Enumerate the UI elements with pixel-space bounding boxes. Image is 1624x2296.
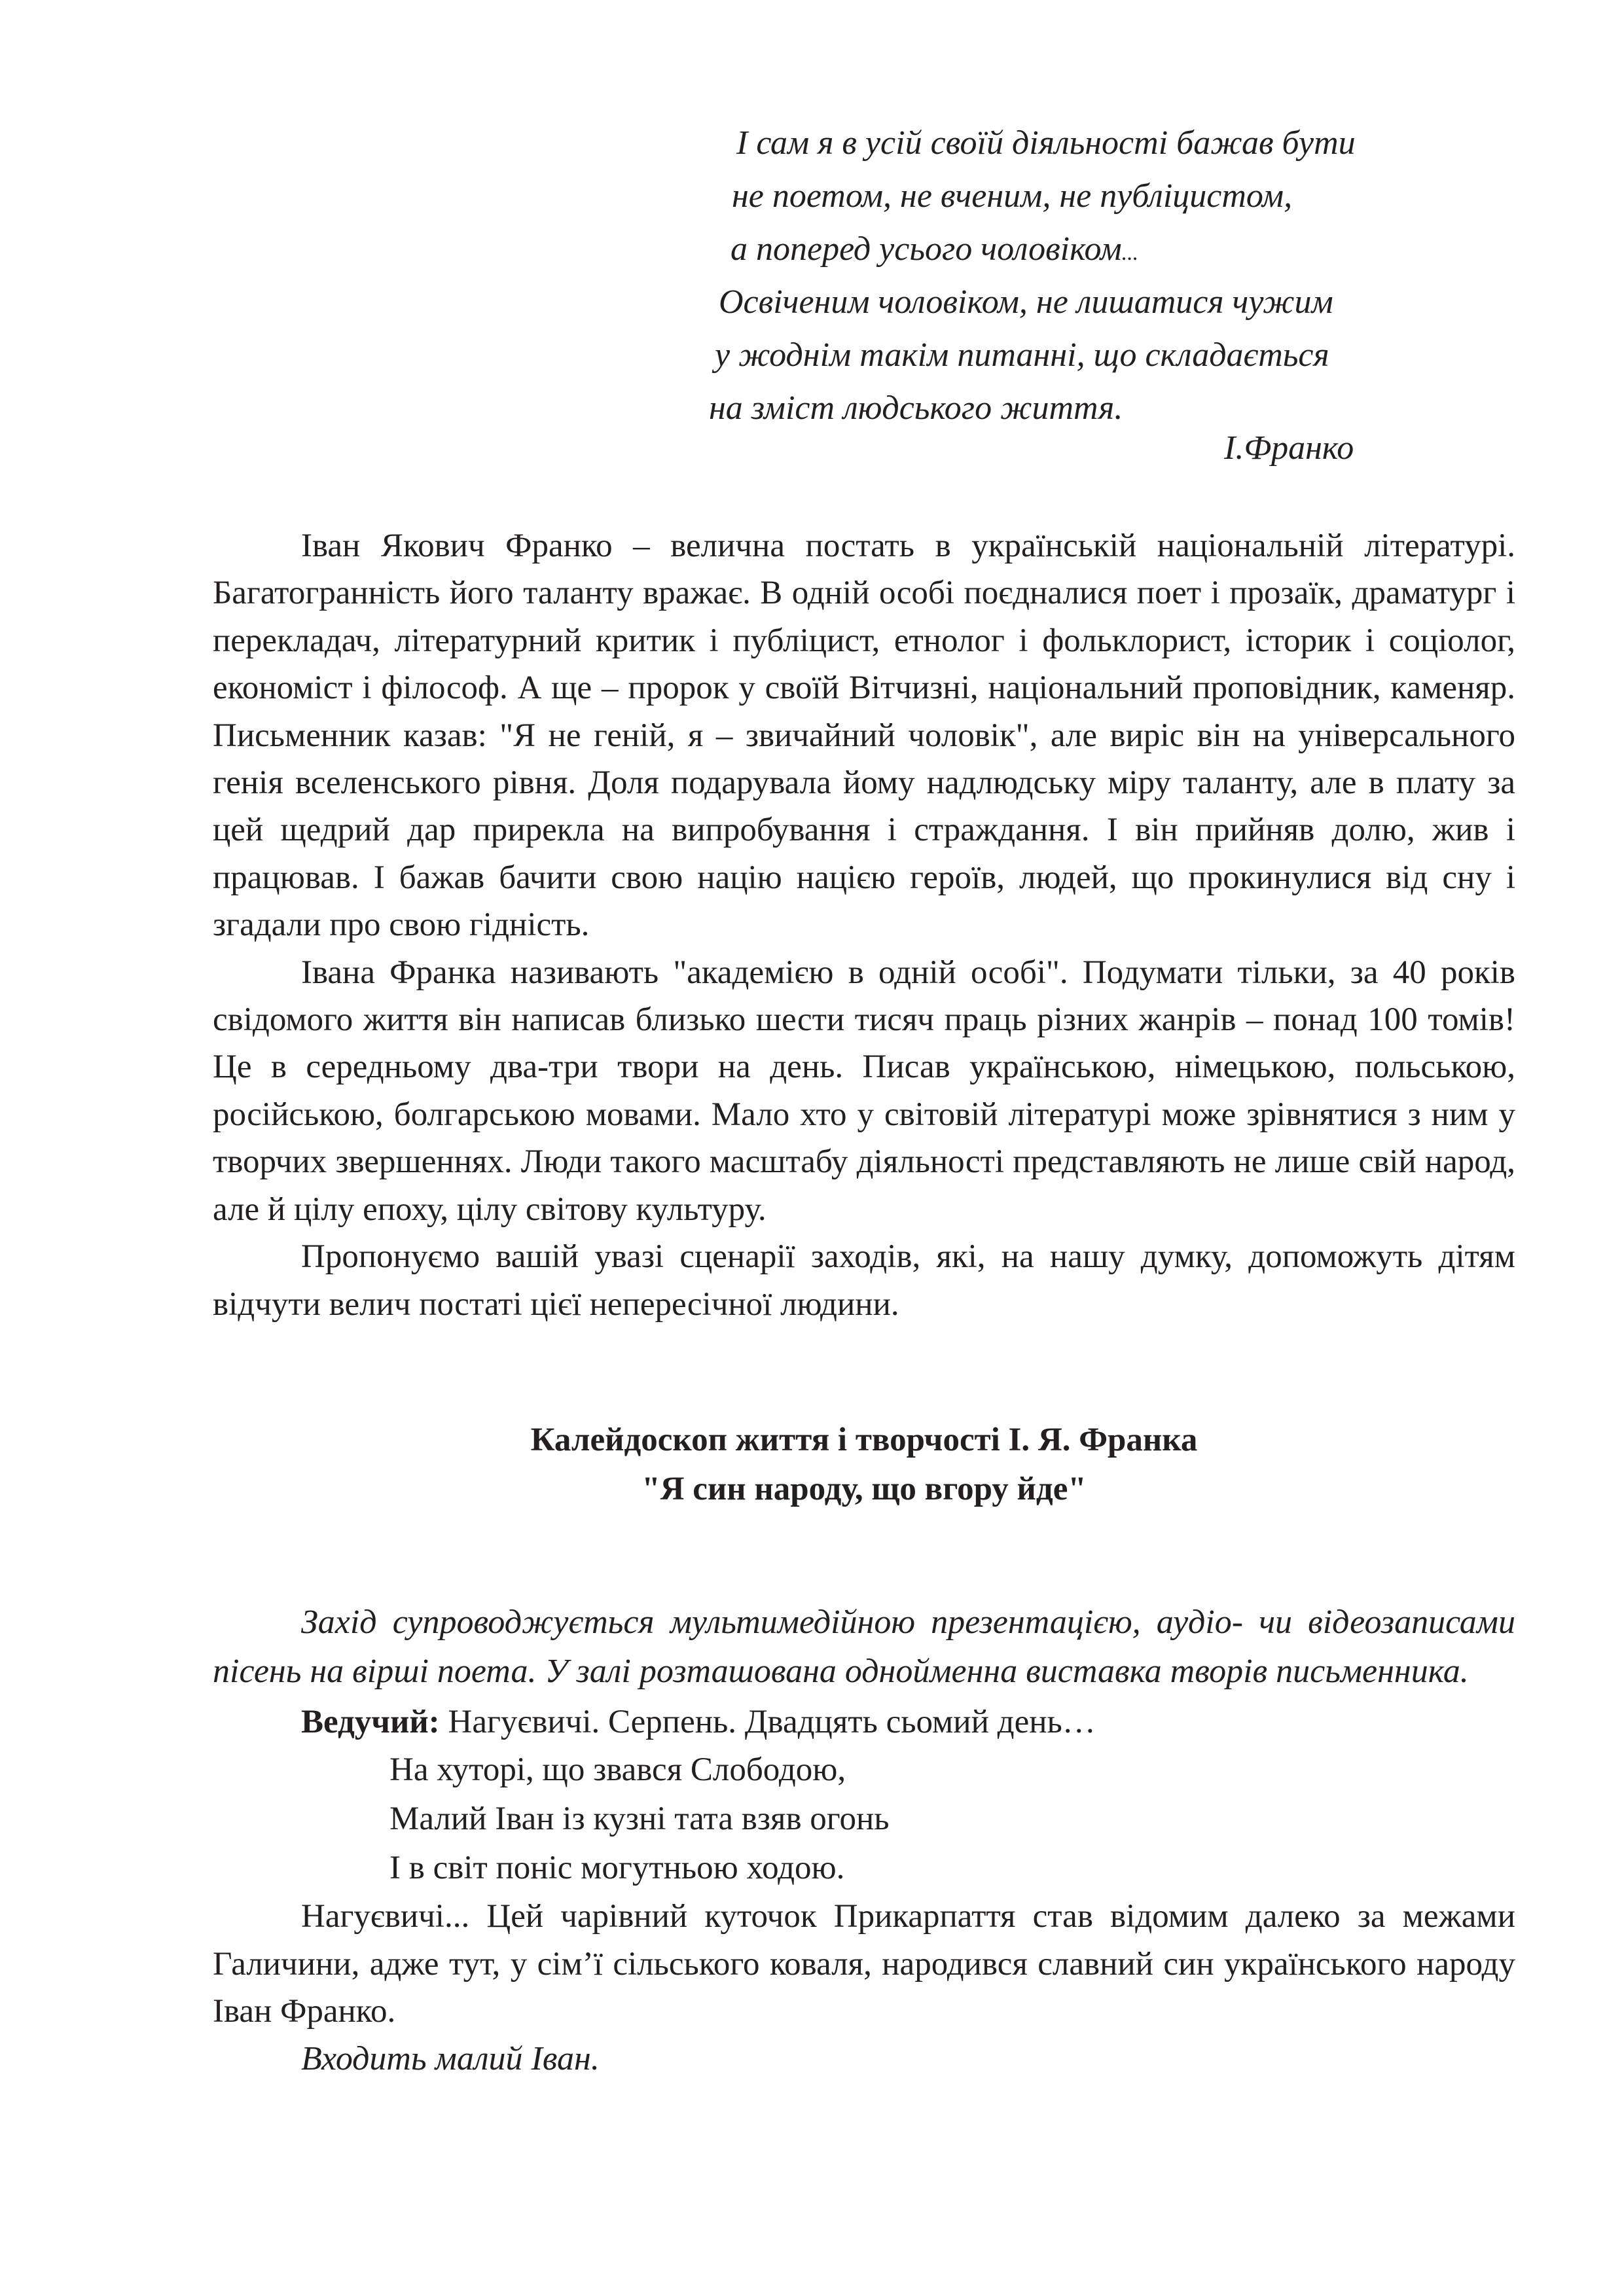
speaker-text: Нагуєвичі. Серпень. Двадцять сьомий день… [448, 1703, 1096, 1740]
epigraph-line-text: а поперед усього чоловіком [731, 230, 1122, 268]
intro-paragraph: Пропонуємо вашій увазі сценарії заходів, які, на нашу думку, допоможуть дітям відчути велич постаті цієї непересічної людини. [213, 1238, 1515, 1323]
epigraph-line: І сам я в усій своїй діяльності бажав бути [736, 124, 1356, 162]
intro-paragraph: Івана Франка називають "академією в одній особі". Подумати тільки, за 40 років свідомого життя він написав близько шести тисяч праць різних жанрів – понад 100 томів! Це в середньому два-три твори на день. Писав українською, німецькою, польською, російською, болгарською мовами. Мало хто у світовій літературі може зрівнятися з ним у творчих звершеннях. Люди такого масштабу діяльності представляють не лише свій народ, але й цілу епоху, цілу світову культуру. [213, 954, 1515, 1228]
narrative-paragraph: Нагуєвичі... Цей чарівний куточок Прикарпаття став відомим далеко за межами Галичини, адже тут, у сім’ї сільського коваля, народився славний син українського народу Іван Франко. [213, 1898, 1515, 2030]
epigraph-line: Освіченим чоловіком, не лишатися чужим [719, 283, 1333, 321]
stage-direction: Захід супроводжується мультимедійною презентацією, аудіо- чи відеозаписами пісень на вірші поета. У залі розташована однойменна виставка творів письменника. [213, 1603, 1515, 1690]
epigraph-line: на зміст людського життя. [709, 389, 1123, 427]
stage-direction-end: Входить малий Іван. [301, 2039, 600, 2077]
main-content [213, 522, 1515, 2083]
verse-block [213, 1746, 1515, 1893]
speaker-line [213, 1698, 1515, 1746]
epigraph-line: не поетом, не вченим, не публіцистом, [732, 177, 1293, 215]
intro-paragraph: Іван Якович Франко – велична постать в українській національній літературі. Багатогранність його таланту вражає. В одній особі поєдналися поет і прозаїк, драматург і перекладач, літературний критик і публіцист, етнолог і фольклорист, історик і соціолог, економіст і філософ. А ще – пророк у своїй Вітчизні, національний проповідник, каменяр. Письменник казав: "Я не геній, я – звичайний чоловік", але виріс він на універсального генія вселенського рівня. Доля подарувала йому надлюдську міру таланту, але в плату за цей щедрий дар прирекла на випробування і страждання. І він прийняв долю, жив і працював. І бажав бачити свою націю нацією героїв, людей, що прокинулися від сну і згадали про свою гідність. [213, 528, 1515, 944]
section-title: Калейдоскоп життя і творчості І. Я. Франка [530, 1421, 1198, 1458]
epigraph-line [731, 223, 1138, 279]
epigraph-ellipsis: ... [1121, 241, 1139, 265]
section-heading [213, 1416, 1515, 1514]
speaker-name: Ведучий: [301, 1703, 440, 1740]
verse-line: На хуторі, що звався Слободою, [389, 1751, 846, 1789]
epigraph-line: у жоднім такім питанні, що складається [715, 336, 1329, 374]
epigraph-author: І.Франко [1224, 429, 1354, 467]
verse-line: І в світ поніс могутньою ходою. [389, 1850, 845, 1887]
verse-line: Малий Іван із кузні тата взяв огонь [389, 1801, 890, 1838]
section-subtitle: "Я син народу, що вгору йде" [641, 1470, 1087, 1507]
